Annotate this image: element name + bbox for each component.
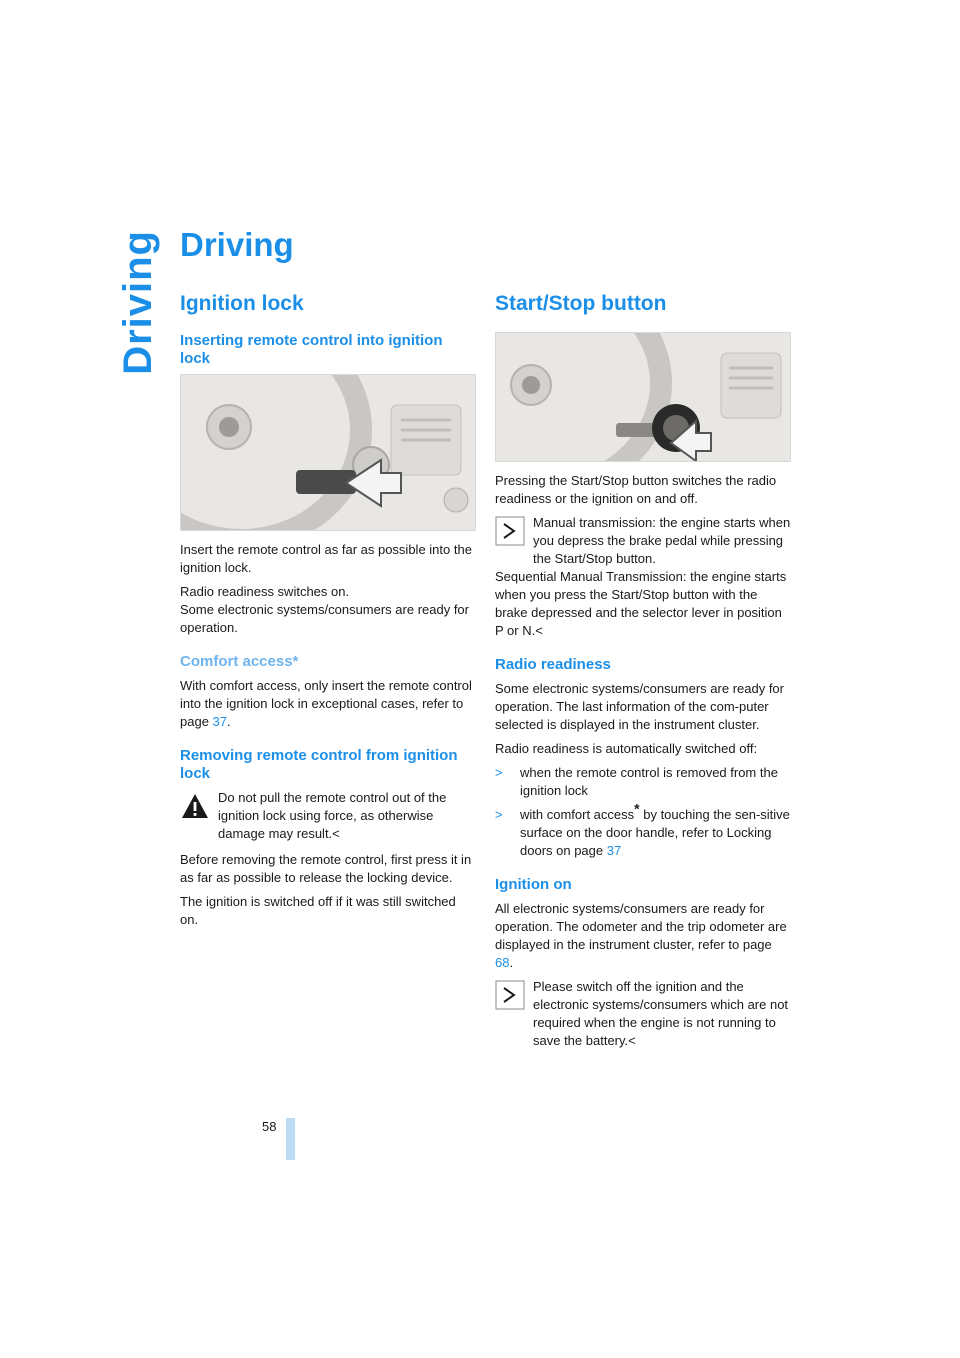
start-stop-paragraph: Pressing the Start/Stop button switches the radio readiness or the ignition on and off. [495,473,777,507]
list-item: > when the remote control is removed from the ignition lock [495,765,778,799]
right-column [495,292,791,1058]
insert-remote-heading: Inserting remote control into ignition lock [180,332,443,368]
ignition-lock-heading: Ignition lock [180,292,304,315]
note1-text: Manual transmission: the engine starts when you depress the brake pedal while pressing the Start/Stop button. [533,515,791,567]
battery-note [495,978,791,1050]
note2-text: Please switch off the ignition and the electronic systems/consumers which are not required when the engine is not running to save the battery.< [533,979,789,1049]
radio-paragraph-2: Radio readiness is automatically switched off: [495,741,758,757]
removing-remote-heading: Removing remote control from ignition lock [180,747,458,783]
warning-triangle-icon [180,791,210,821]
ignition-lock-photo [180,374,476,531]
comfort-access-paragraph: With comfort access, only insert the remote control into the ignition lock in exceptional cases, refer to page 37. [180,678,472,730]
ignition-on-heading: Ignition on [495,876,572,894]
remove-paragraph-2: The ignition is switched off if it was still switched on. [180,894,456,928]
insert-paragraph-3: Some electronic systems/consumers are ready for operation. [180,602,469,636]
page-number: 58 [262,1119,277,1134]
page-bar [286,1118,295,1160]
remove-paragraph-1: Before removing the remote control, first press it in as far as possible to release the locking device. [180,852,472,886]
start-stop-heading: Start/Stop button [495,292,667,315]
page-link-37[interactable]: 37 [606,843,622,859]
page-title: Driving [180,226,294,263]
warning-text: Do not pull the remote control out of the ignition lock using force, as otherwise damage may result.< [218,790,447,842]
insert-paragraph-1: Insert the remote control as far as possible into the ignition lock. [180,542,472,576]
page-link-68[interactable]: 68 [495,955,510,971]
left-column [180,292,476,935]
note-arrow-icon [495,516,525,546]
radio-readiness-heading: Radio readiness [495,656,611,674]
bullet-marker: > [495,765,503,781]
note-arrow-icon [495,980,525,1010]
radio-off-list [495,764,791,860]
page-link-37[interactable]: 37 [212,714,228,730]
bullet-marker: > [495,807,503,823]
ignition-on-paragraph: All electronic systems/consumers are ready for operation. The odometer and the trip odometer are displayed in the instrument cluster, refer to page 68. [495,901,787,971]
side-tab: Driving [116,230,160,375]
list-item: > with comfort access* by touching the sen-sitive surface on the door handle, refer to Locking doors on page 37 [495,800,790,859]
warning-note [180,789,476,843]
comfort-access-heading: Comfort access* [180,653,299,671]
radio-paragraph-1: Some electronic systems/consumers are ready for operation. The last information of the com-puter selected is displayed in the instrument cluster. [495,681,784,733]
note1-continued: Sequential Manual Transmission: the engine starts when you press the Start/Stop button with the brake depressed and the selector lever in position P or N.< [495,569,787,639]
insert-paragraph-2: Radio readiness switches on. [180,584,350,600]
start-stop-photo [495,332,791,462]
manual-transmission-note [495,514,791,640]
